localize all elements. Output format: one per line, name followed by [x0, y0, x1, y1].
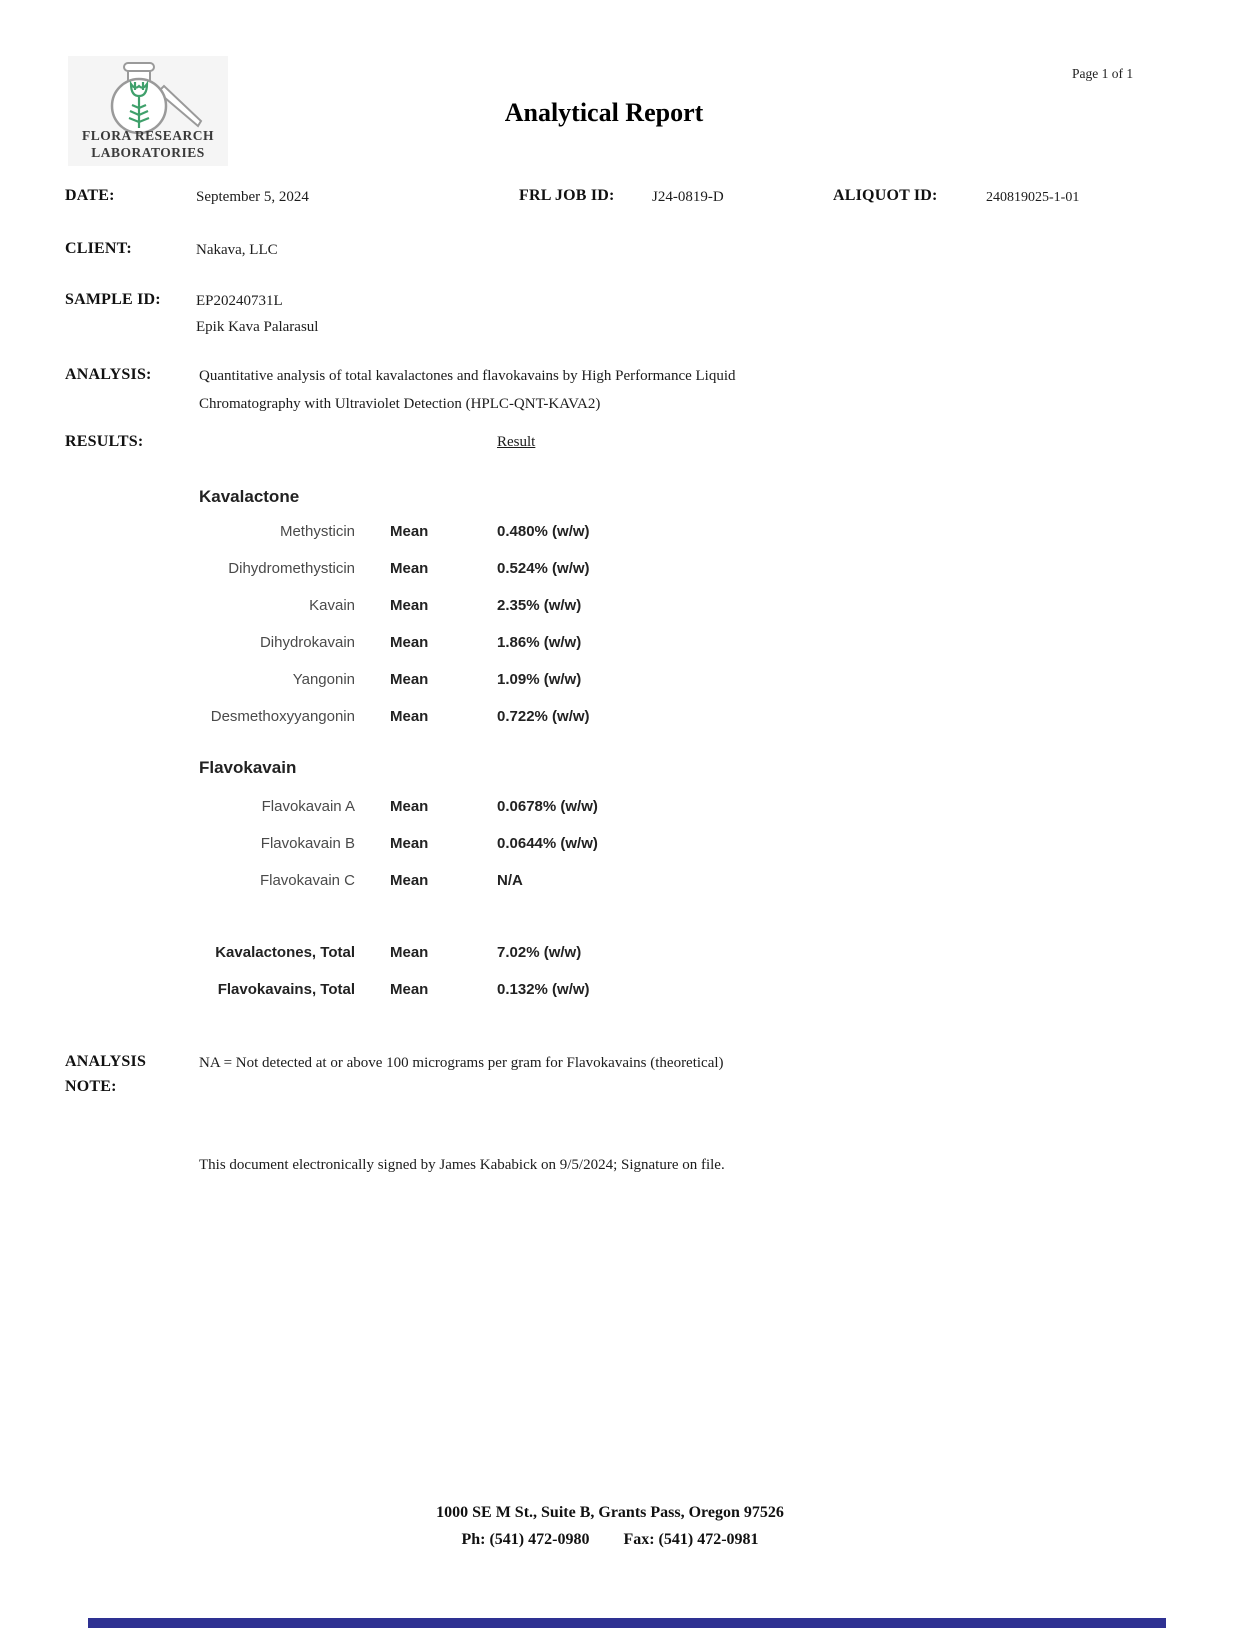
result-value: 0.0678% (w/w)	[497, 798, 598, 815]
sample-id-label: SAMPLE ID:	[65, 291, 161, 308]
analyte-name: Dihydromethysticin	[228, 560, 355, 577]
result-value: 0.524% (w/w)	[497, 560, 590, 577]
logo-text-line1: FLORA RESEARCH	[82, 128, 214, 143]
footer-accent-bar	[88, 1618, 1166, 1628]
table-row	[0, 597, 1253, 617]
stat-label: Mean	[390, 944, 429, 961]
page-indicator: Page 1 of 1	[1072, 66, 1134, 81]
table-row	[0, 798, 1253, 818]
stat-label: Mean	[390, 798, 429, 815]
result-value: N/A	[497, 872, 523, 889]
table-row	[0, 560, 1253, 580]
analysis-label: ANALYSIS:	[65, 366, 152, 383]
result-value: 0.132% (w/w)	[497, 981, 590, 998]
results-label: RESULTS:	[65, 433, 144, 450]
report-title: Analytical Report	[504, 98, 704, 127]
aliquot-id-value: 240819025-1-01	[986, 190, 1080, 205]
sample-id-value: EP20240731L	[196, 293, 283, 309]
table-row	[0, 708, 1253, 728]
stat-label: Mean	[390, 634, 429, 651]
sample-name-value: Epik Kava Palarasul	[196, 319, 319, 335]
frl-job-id-label: FRL JOB ID:	[519, 187, 615, 204]
total-name: Flavokavains, Total	[217, 981, 355, 998]
stat-label: Mean	[390, 560, 429, 577]
result-value: 0.480% (w/w)	[497, 523, 590, 540]
analysis-note-label-line1: ANALYSIS	[65, 1053, 147, 1070]
analyte-name: Dihydrokavain	[259, 634, 355, 651]
table-row	[0, 671, 1253, 691]
stat-label: Mean	[390, 523, 429, 540]
stat-label: Mean	[390, 708, 429, 725]
analyte-name: Kavain	[309, 597, 355, 614]
result-value: 0.722% (w/w)	[497, 708, 590, 725]
table-row	[0, 872, 1253, 892]
table-row-total	[0, 981, 1253, 1001]
result-value: 1.86% (w/w)	[497, 634, 582, 651]
date-label: DATE:	[65, 187, 115, 204]
table-row	[0, 523, 1253, 543]
kavalactone-heading: Kavalactone	[199, 487, 300, 506]
analysis-line2: Chromatography with Ultraviolet Detection (HPLC-QNT-KAVA2)	[199, 396, 601, 412]
footer-address: 1000 SE M St., Suite B, Grants Pass, Oregon 97526	[436, 1504, 784, 1521]
analyte-name: Methysticin	[279, 523, 355, 540]
analyte-name: Flavokavain A	[261, 798, 355, 815]
result-value: 0.0644% (w/w)	[497, 835, 598, 852]
date-value: September 5, 2024	[196, 189, 309, 205]
electronic-signature-statement: This document electronically signed by James Kababick on 9/5/2024; Signature on file.	[199, 1157, 725, 1173]
result-column-header: Result	[497, 434, 536, 450]
footer-phone-fax	[0, 1531, 1220, 1549]
analyte-name: Yangonin	[292, 671, 355, 688]
flavokavain-heading: Flavokavain	[199, 758, 297, 777]
frl-job-id-value: J24-0819-D	[652, 189, 724, 205]
analyte-name: Desmethoxyyangonin	[210, 708, 355, 725]
table-row	[0, 835, 1253, 855]
stat-label: Mean	[390, 872, 429, 889]
result-value: 2.35% (w/w)	[497, 597, 582, 614]
client-value: Nakava, LLC	[196, 242, 278, 258]
analysis-note-label-line2: NOTE:	[65, 1078, 117, 1095]
total-name: Kavalactones, Total	[215, 944, 355, 961]
footer-fax: Fax: (541) 472-0981	[623, 1531, 759, 1548]
table-row	[0, 634, 1253, 654]
stat-label: Mean	[390, 671, 429, 688]
result-value: 7.02% (w/w)	[497, 944, 582, 961]
stat-label: Mean	[390, 981, 429, 998]
result-value: 1.09% (w/w)	[497, 671, 582, 688]
stat-label: Mean	[390, 597, 429, 614]
stat-label: Mean	[390, 835, 429, 852]
analyte-name: Flavokavain C	[259, 872, 355, 889]
analysis-note-text: NA = Not detected at or above 100 micrograms per gram for Flavokavains (theoretical)	[199, 1055, 724, 1071]
client-label: CLIENT:	[65, 240, 132, 257]
table-row-total	[0, 944, 1253, 964]
footer-phone: Ph: (541) 472-0980	[461, 1531, 590, 1548]
analysis-line1: Quantitative analysis of total kavalactones and flavokavains by High Performance Liquid	[199, 368, 736, 384]
analyte-name: Flavokavain B	[260, 835, 355, 852]
aliquot-id-label: ALIQUOT ID:	[833, 187, 938, 204]
logo-text-line2: LABORATORIES	[91, 145, 205, 160]
